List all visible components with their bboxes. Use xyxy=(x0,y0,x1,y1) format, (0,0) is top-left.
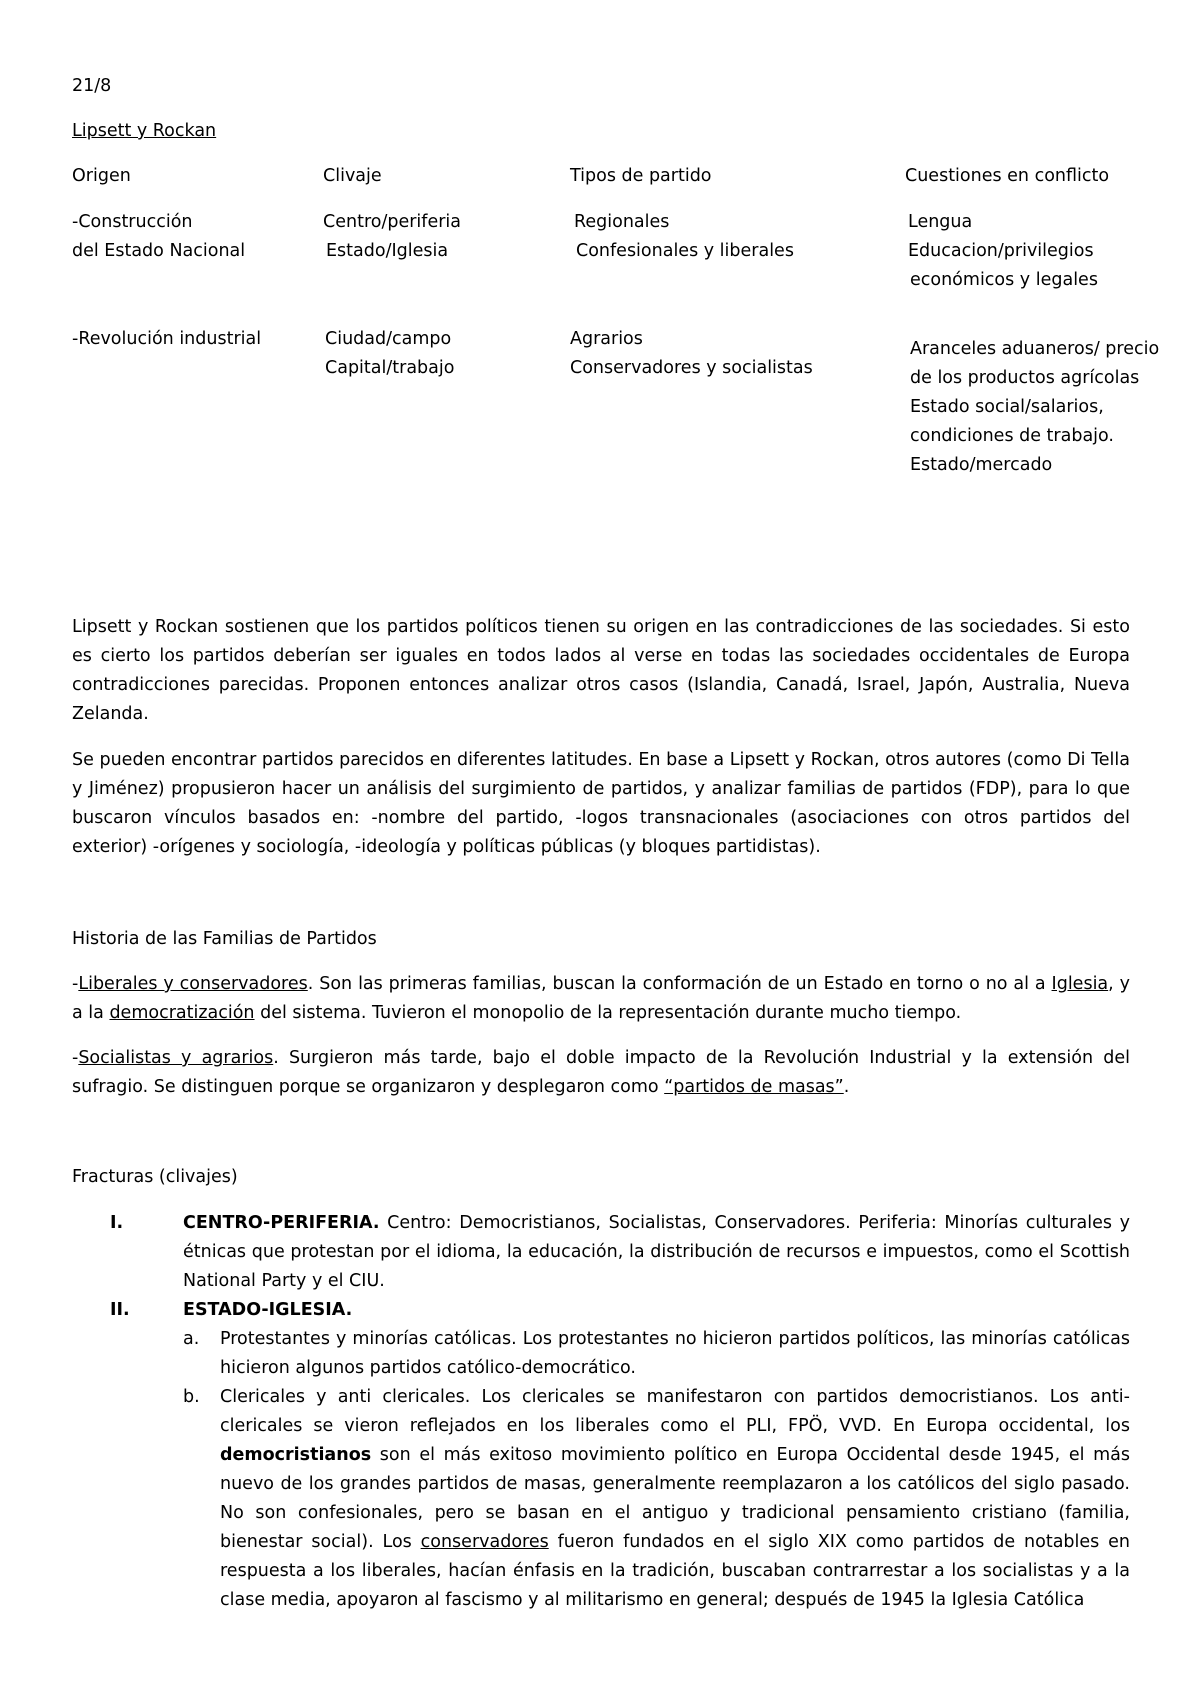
term-democristianos: democristianos xyxy=(220,1445,372,1465)
term-iglesia: Iglesia xyxy=(1051,974,1109,994)
paragraph-familias: Se pueden encontrar partidos parecidos en diferentes latitudes. En base a Lipsett y Rockan, otros autores (como Di Tella y Jiménez) propusieron hacer un análisis del surgimiento de partidos, y analizar familias de partidos (FDP), para lo que buscaron vínculos basados en: -nombre del partido, -logos transnacionales (asociaciones con otros partidos del exterior) -orígenes y sociología, -ideología y políticas públicas (y bloques partidistas). xyxy=(72,750,1130,857)
row1-tipos-line1: Regionales xyxy=(574,212,670,232)
row1-clivaje-line2: Estado/Iglesia xyxy=(326,241,449,261)
term-liberales-conservadores: Liberales y conservadores xyxy=(78,974,308,994)
fractura-estado-iglesia: ESTADO-IGLESIA. xyxy=(183,1300,353,1320)
row2-cuestiones-line4: condiciones de trabajo. xyxy=(910,426,1114,446)
row1-cuestiones-line3: económicos y legales xyxy=(910,270,1098,290)
row2-clivaje-line1: Ciudad/campo xyxy=(325,329,452,349)
text: . xyxy=(843,1077,850,1097)
text: son el más exitoso movimiento político en Europa Occidental desde 1945, el más nuevo de los grandes partidos de masas, generalmente reemplazaron a los católicos del siglo pasado. No son confesionales, pero se basan en el antiguo y tradicional pensamiento cristiano (familia, bienestar social). Los xyxy=(220,1445,1130,1552)
text: fueron fundados en el siglo XIX como partidos de notables en respuesta a los liberales, hacían énfasis en la tradición, buscaban contrarrestar a los socialistas y a la clase media, apoyaron al fascismo y al militarismo en general; después de 1945 la Iglesia Católica xyxy=(220,1532,1130,1610)
row2-cuestiones-line3: Estado social/salarios, xyxy=(910,397,1104,417)
row1-clivaje-line1: Centro/periferia xyxy=(323,212,461,232)
dash: - xyxy=(72,974,79,994)
row1-tipos-line2: Confesionales y liberales xyxy=(576,241,794,261)
text: del sistema. Tuvieron el monopolio de la representación durante mucho tiempo. xyxy=(254,1003,962,1023)
term-socialistas-agrarios: Socialistas y agrarios xyxy=(78,1048,274,1068)
row1-cuestiones-line1: Lengua xyxy=(908,212,973,232)
text: Clericales y anti clericales. Los clericales se manifestaron con partidos democristianos. Los anti-clericales se vieron reflejados en los liberales como el PLI, FPÖ, VVD. En Europa occidental, los xyxy=(220,1387,1130,1436)
paragraph-lipsett-rockan: Lipsett y Rockan sostienen que los partidos políticos tienen su origen en las contradicciones de las sociedades. Si esto es cierto los partidos deberían ser iguales en todos lados al verse en todas las sociedades occidentales de Europa contradicciones parecidas. Proponen entonces analizar otros casos (Islandia, Canadá, Israel, Japón, Australia, Nueva Zelanda. xyxy=(72,617,1130,724)
history-paragraph-1 xyxy=(72,970,1130,1028)
history-paragraph-2 xyxy=(72,1044,1130,1102)
section-title: Lipsett y Rockan xyxy=(72,121,217,141)
row1-origen-line1: -Construcción xyxy=(72,212,193,232)
text: , y a la xyxy=(72,974,1130,1023)
numeral-i: I. xyxy=(110,1213,124,1233)
row2-cuestiones-line5: Estado/mercado xyxy=(910,455,1053,475)
history-title: Historia de las Familias de Partidos xyxy=(72,929,377,949)
dash: - xyxy=(72,1048,79,1068)
row2-tipos-line1: Agrarios xyxy=(570,329,643,349)
sub-letter-a: a. xyxy=(183,1329,200,1349)
header-tipos: Tipos de partido xyxy=(570,166,712,186)
numeral-ii: II. xyxy=(110,1300,130,1320)
term-partidos-de-masas: “partidos de masas” xyxy=(664,1077,844,1097)
fractura-centro-periferia xyxy=(183,1209,1130,1296)
term-democratizacion: democratización xyxy=(109,1003,255,1023)
text: . Son las primeras familias, buscan la conformación de un Estado en torno o no al a xyxy=(307,974,1052,994)
sub-item-protestantes: Protestantes y minorías católicas. Los protestantes no hicieron partidos políticos, las minorías católicas hicieron algunos partidos católico-democrático. xyxy=(220,1329,1130,1378)
row1-cuestiones-line2: Educacion/privilegios xyxy=(908,241,1094,261)
row2-clivaje-line2: Capital/trabajo xyxy=(325,358,455,378)
row2-tipos-line2: Conservadores y socialistas xyxy=(570,358,813,378)
sub-letter-b: b. xyxy=(183,1387,200,1407)
row2-origen-line1: -Revolución industrial xyxy=(72,329,262,349)
header-clivaje: Clivaje xyxy=(323,166,382,186)
text: Centro: Democristianos, Socialistas, Conservadores. Periferia: Minorías culturales y étnicas que protestan por el idioma, la educación, la distribución de recursos e impuestos, como el Scottish National Party y el CIU. xyxy=(183,1213,1130,1291)
header-origen: Origen xyxy=(72,166,131,186)
fractura-heading: CENTRO-PERIFERIA. xyxy=(183,1213,380,1233)
sub-item-clericales xyxy=(220,1383,1130,1615)
date: 21/8 xyxy=(72,76,112,96)
row2-cuestiones-line2: de los productos agrícolas xyxy=(910,368,1140,388)
fracturas-title: Fracturas (clivajes) xyxy=(72,1167,238,1187)
row1-origen-line2: del Estado Nacional xyxy=(72,241,246,261)
term-conservadores: conservadores xyxy=(420,1532,549,1552)
row2-cuestiones-line1: Aranceles aduaneros/ precio xyxy=(910,339,1160,359)
text: . Surgieron más tarde, bajo el doble impacto de la Revolución Industrial y la extensión del sufragio. Se distinguen porque se organizaron y desplegaron como xyxy=(72,1048,1130,1097)
header-cuestiones: Cuestiones en conflicto xyxy=(905,166,1110,186)
